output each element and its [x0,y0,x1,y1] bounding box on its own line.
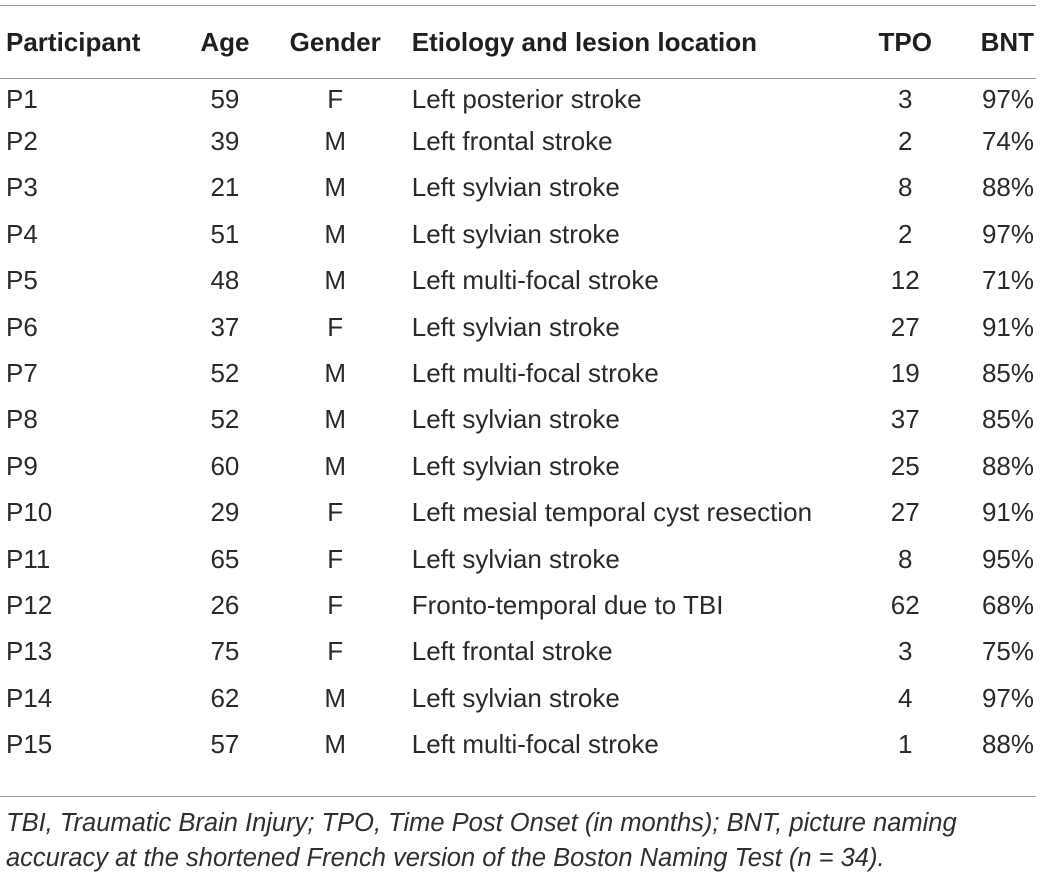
table-footnote [6,806,1036,876]
cell-bnt: 95% [981,543,1034,574]
cell-gender: F [327,311,344,342]
cell-age: 60 [210,450,240,481]
cell-bnt: 97% [981,218,1034,249]
cell-etiology: Fronto-temporal due to TBI [411,589,724,620]
cell-etiology: Left mesial temporal cyst resection [411,497,813,528]
cell-participant: P15 [6,729,53,760]
cell-age: 51 [210,218,240,249]
table-row [0,258,1040,304]
cell-age: 29 [210,497,240,528]
cell-bnt: 91% [981,497,1034,528]
cell-etiology: Left frontal stroke [411,126,613,157]
header-row [0,12,1040,72]
cell-tpo: 37 [890,404,920,435]
cell-tpo: 25 [890,450,920,481]
cell-age: 48 [210,265,240,296]
cell-tpo: 4 [898,682,913,713]
cell-age: 52 [210,404,240,435]
table-row [0,118,1040,164]
cell-bnt: 97% [981,83,1034,114]
cell-etiology: Left sylvian stroke [411,543,620,574]
cell-participant: P4 [6,218,38,249]
cell-tpo: 3 [898,636,913,667]
cell-bnt: 68% [981,589,1034,620]
table-row [0,721,1040,767]
table-row [0,397,1040,443]
cell-bnt: 88% [981,172,1034,203]
cell-participant: P13 [6,636,53,667]
cell-participant: P1 [6,83,38,114]
cell-participant: P9 [6,450,38,481]
cell-gender: F [327,497,344,528]
table-body [0,72,1040,768]
table-row [0,443,1040,489]
header-gender: Gender [289,26,381,57]
cell-tpo: 8 [898,172,913,203]
cell-tpo: 19 [890,358,920,389]
header-participant: Participant [6,26,141,57]
cell-gender: M [324,218,347,249]
cell-etiology: Left multi-focal stroke [411,729,659,760]
footnote-line-1: TBI, Traumatic Brain Injury; TPO, Time Post Onset (in months); BNT, picture naming [6,809,957,837]
cell-bnt: 85% [981,404,1034,435]
cell-tpo: 8 [898,543,913,574]
cell-etiology: Left posterior stroke [411,83,642,114]
cell-tpo: 62 [890,589,920,620]
cell-gender: M [324,682,347,713]
cell-participant: P14 [6,682,53,713]
table-row [0,350,1040,396]
cell-bnt: 91% [981,311,1034,342]
table-row [0,536,1040,582]
cell-age: 75 [210,636,240,667]
table-row [0,72,1040,118]
header-etiology: Etiology and lesion location [411,26,758,57]
cell-participant: P6 [6,311,38,342]
cell-etiology: Left sylvian stroke [411,218,620,249]
cell-gender: M [324,172,347,203]
cell-etiology: Left sylvian stroke [411,311,620,342]
cell-participant: P12 [6,589,53,620]
cell-participant: P5 [6,265,38,296]
cell-age: 52 [210,358,240,389]
cell-participant: P7 [6,358,38,389]
cell-participant: P3 [6,172,38,203]
footnote-line-2: accuracy at the shortened French version of the Boston Naming Test (n = 34). [6,844,885,872]
cell-etiology: Left multi-focal stroke [411,358,659,389]
cell-bnt: 88% [981,729,1034,760]
cell-gender: M [324,265,347,296]
cell-etiology: Left multi-focal stroke [411,265,659,296]
cell-etiology: Left sylvian stroke [411,682,620,713]
cell-gender: M [324,126,347,157]
cell-bnt: 74% [981,126,1034,157]
cell-tpo: 3 [898,83,913,114]
cell-gender: F [327,543,344,574]
cell-etiology: Left sylvian stroke [411,450,620,481]
cell-gender: F [327,83,344,114]
cell-age: 65 [210,543,240,574]
cell-tpo: 2 [898,218,913,249]
cell-gender: M [324,404,347,435]
cell-bnt: 88% [981,450,1034,481]
cell-participant: P10 [6,497,53,528]
cell-age: 62 [210,682,240,713]
cell-etiology: Left frontal stroke [411,636,613,667]
header-tpo: TPO [878,26,932,57]
table-row [0,629,1040,675]
table-bottom-rule [0,796,1036,797]
cell-age: 26 [210,589,240,620]
header-bnt: BNT [980,26,1034,57]
cell-bnt: 85% [981,358,1034,389]
cell-age: 59 [210,83,240,114]
cell-gender: M [324,729,347,760]
cell-gender: F [327,589,344,620]
cell-bnt: 75% [981,636,1034,667]
cell-etiology: Left sylvian stroke [411,404,620,435]
cell-bnt: 71% [981,265,1034,296]
header-age: Age [200,26,250,57]
cell-tpo: 27 [890,311,920,342]
table-row [0,211,1040,257]
cell-age: 21 [210,172,240,203]
cell-tpo: 2 [898,126,913,157]
cell-participant: P11 [6,543,51,574]
cell-gender: F [327,636,344,667]
cell-tpo: 1 [898,729,913,760]
table-row [0,582,1040,628]
table-row [0,490,1040,536]
cell-participant: P2 [6,126,38,157]
cell-tpo: 12 [890,265,920,296]
cell-tpo: 27 [890,497,920,528]
cell-bnt: 97% [981,682,1034,713]
table-row [0,675,1040,721]
table-top-rule [0,5,1036,6]
cell-age: 37 [210,311,240,342]
cell-gender: M [324,358,347,389]
participants-table [0,12,1040,768]
table-row [0,304,1040,350]
cell-age: 57 [210,729,240,760]
cell-participant: P8 [6,404,38,435]
cell-age: 39 [210,126,240,157]
table-row [0,165,1040,211]
cell-etiology: Left sylvian stroke [411,172,620,203]
table-header [0,12,1040,72]
cell-gender: M [324,450,347,481]
